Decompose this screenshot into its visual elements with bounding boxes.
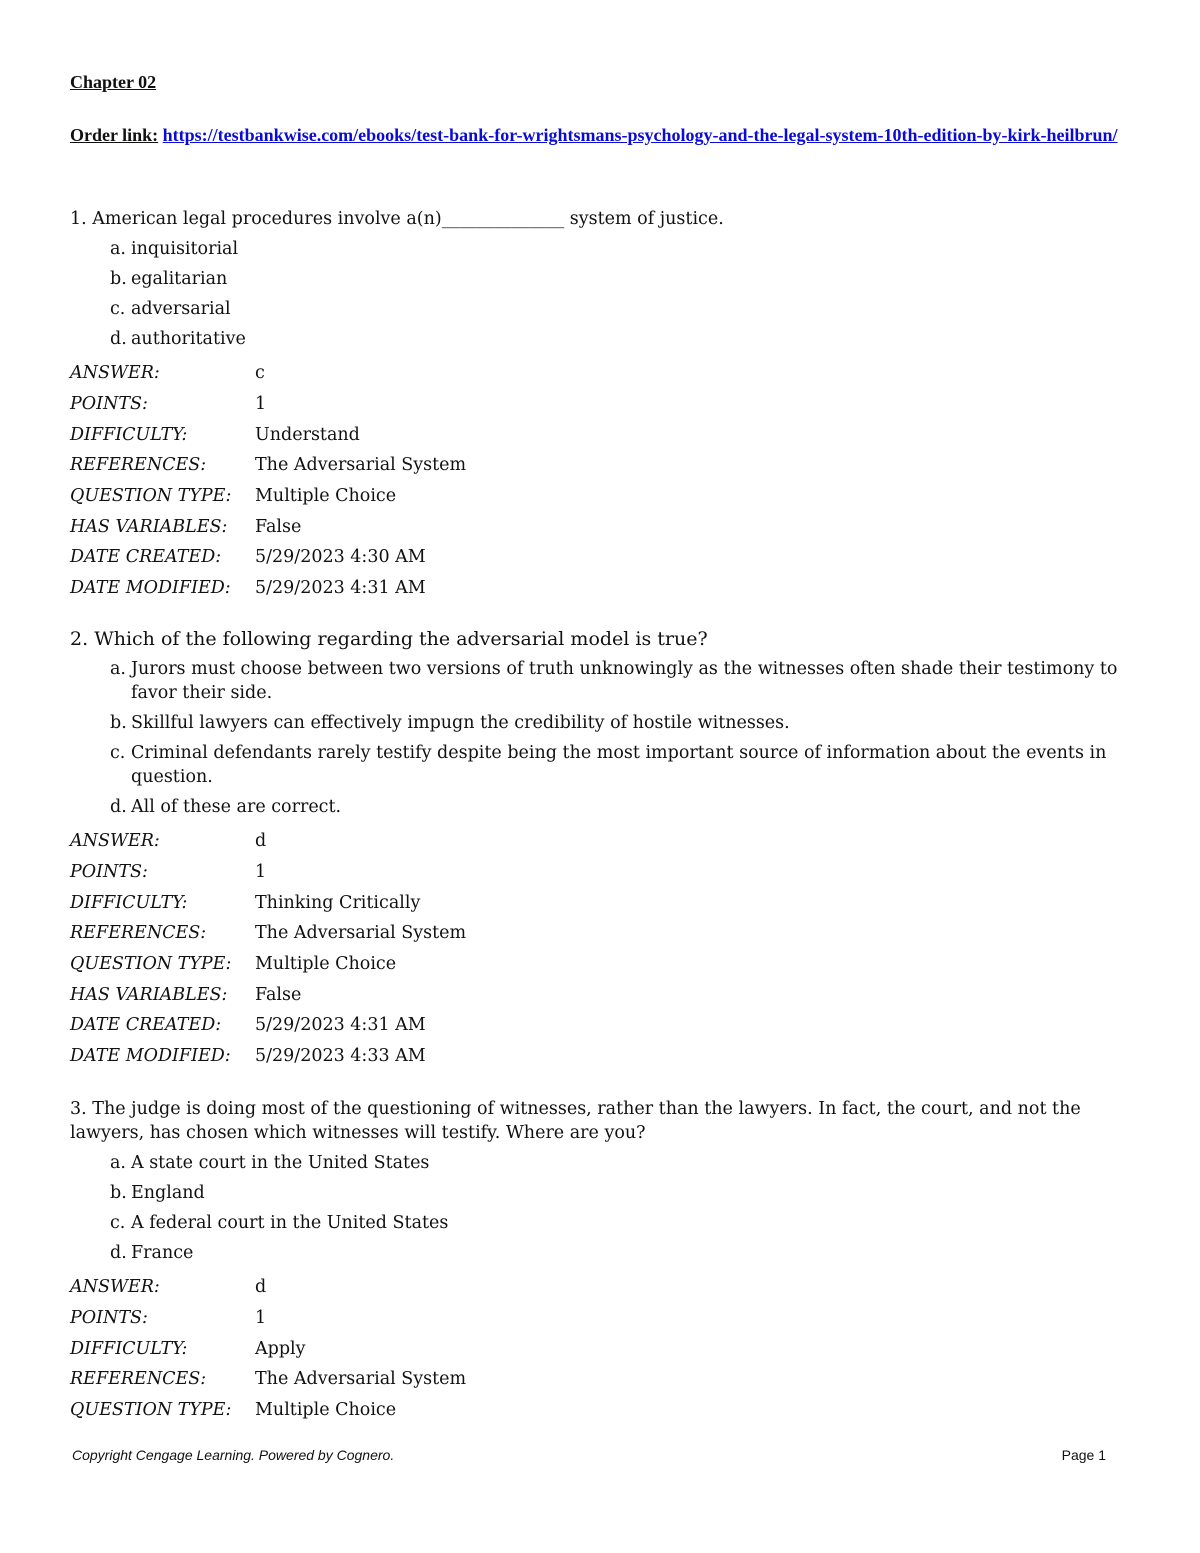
- meta-row-date-modified: DATE MODIFIED: 5/29/2023 4:31 AM: [70, 578, 426, 599]
- meta-row-date-modified: DATE MODIFIED: 5/29/2023 4:33 AM: [70, 1046, 426, 1067]
- question-1: [70, 207, 1130, 604]
- meta-row-has-variables: HAS VARIABLES: False: [70, 984, 302, 1005]
- question-2: [70, 627, 1130, 1072]
- question-text: 2. Which of the following regarding the adversarial model is true?: [70, 628, 708, 650]
- option-c: c. Criminal defendants rarely testify despite being the most important source of information about the events in question.: [110, 743, 1107, 787]
- option-a: a. A state court in the United States: [110, 1153, 430, 1173]
- copyright-text: Copyright Cengage Learning. Powered by Cognero.: [72, 1447, 395, 1463]
- page-number: Page 1: [1061, 1447, 1106, 1463]
- meta-row-has-variables: HAS VARIABLES: False: [70, 516, 302, 537]
- option-d: d. France: [110, 1243, 194, 1263]
- answer-blank: ______________: [441, 209, 565, 229]
- question-text: 1. American legal procedures involve a(n)______________ system of justice.: [70, 209, 724, 229]
- chapter-heading: Chapter 02: [70, 72, 157, 92]
- meta-row-answer: ANSWER: d: [70, 1277, 267, 1298]
- order-link-line: [70, 122, 1130, 149]
- meta-row-difficulty: DIFFICULTY: Apply: [70, 1338, 306, 1359]
- meta-row-answer: ANSWER: c: [70, 363, 265, 384]
- meta-row-question-type: QUESTION TYPE: Multiple Choice: [70, 486, 397, 507]
- question-metadata: [70, 358, 1130, 604]
- question-3: [70, 1097, 1130, 1425]
- option-c: c. A federal court in the United States: [110, 1213, 449, 1233]
- meta-row-references: REFERENCES: The Adversarial System: [70, 1369, 467, 1390]
- option-d: d. authoritative: [110, 329, 246, 349]
- meta-row-answer: ANSWER: d: [70, 831, 267, 852]
- order-link[interactable]: https://testbankwise.com/ebooks/test-bank-for-wrightsmans-psychology-and-the-legal-system-10th-edition-by-kirk-heilbrun/: [162, 125, 1118, 145]
- option-a: a. inquisitorial: [110, 239, 239, 259]
- question-metadata: [70, 826, 1130, 1072]
- option-a: a. Jurors must choose between two versions of truth unknowingly as the witnesses often shade their testimony to favor their side.: [110, 659, 1118, 703]
- meta-row-references: REFERENCES: The Adversarial System: [70, 455, 467, 476]
- meta-row-date-created: DATE CREATED: 5/29/2023 4:30 AM: [70, 547, 426, 568]
- meta-row-question-type: QUESTION TYPE: Multiple Choice: [70, 1400, 397, 1421]
- meta-row-date-created: DATE CREATED: 5/29/2023 4:31 AM: [70, 1015, 426, 1036]
- option-c: c. adversarial: [110, 299, 231, 319]
- meta-row-points: POINTS: 1: [70, 1308, 267, 1329]
- meta-row-points: POINTS: 1: [70, 394, 267, 415]
- page-footer: [72, 1447, 1106, 1467]
- option-b: b. Skillful lawyers can effectively impugn the credibility of hostile witnesses.: [110, 713, 790, 733]
- question-text: 3. The judge is doing most of the questioning of witnesses, rather than the lawyers. In fact, the court, and not the lawyers, has chosen which witnesses will testify. Where are you?: [70, 1099, 1081, 1143]
- meta-row-difficulty: DIFFICULTY: Thinking Critically: [70, 892, 421, 913]
- meta-row-question-type: QUESTION TYPE: Multiple Choice: [70, 954, 397, 975]
- order-link-label: Order link:: [70, 125, 159, 145]
- option-b: b. egalitarian: [110, 269, 228, 289]
- meta-row-difficulty: DIFFICULTY: Understand: [70, 424, 360, 445]
- option-d: d. All of these are correct.: [110, 797, 342, 817]
- option-b: b. England: [110, 1183, 205, 1203]
- meta-row-points: POINTS: 1: [70, 862, 267, 883]
- question-metadata: [70, 1272, 1130, 1425]
- meta-row-references: REFERENCES: The Adversarial System: [70, 923, 467, 944]
